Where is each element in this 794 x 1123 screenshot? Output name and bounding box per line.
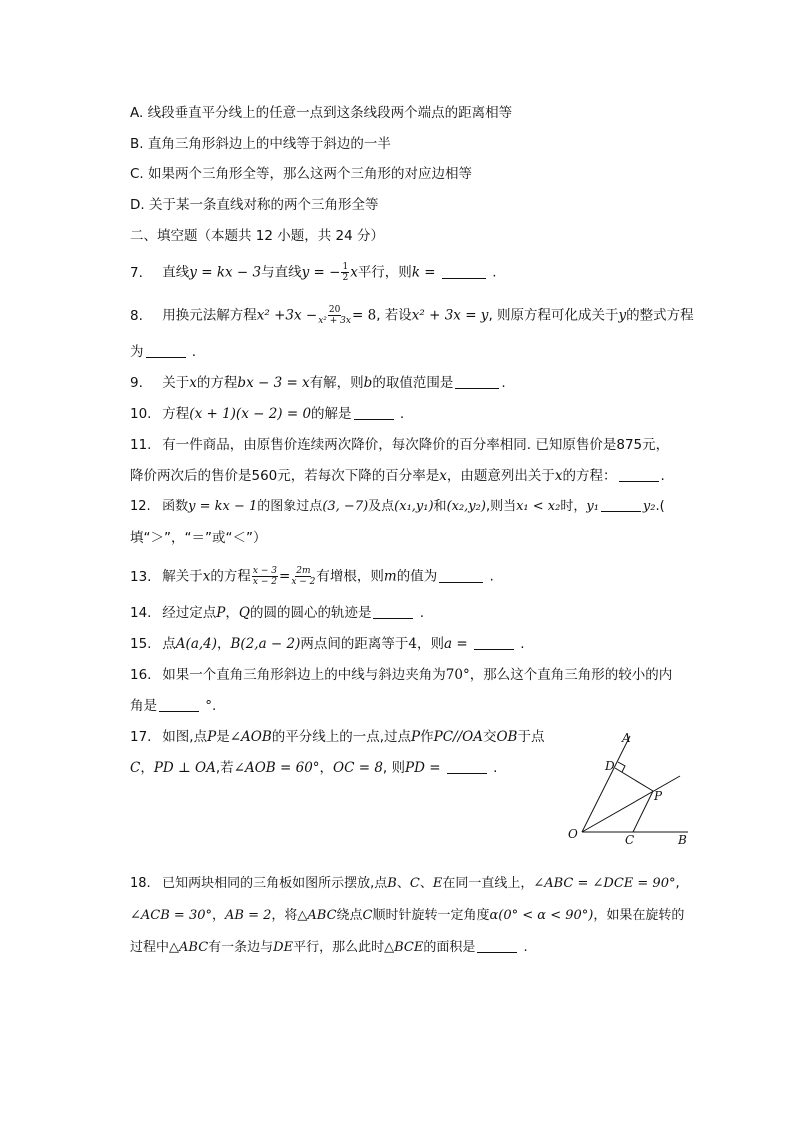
q13-number: 13. — [130, 568, 152, 585]
q18-s1: 、 — [396, 876, 410, 891]
q12-and2: 和 — [433, 499, 447, 514]
q12-answer-blank[interactable] — [601, 497, 641, 512]
q15-sep: ， — [217, 636, 231, 652]
q15-end: . — [520, 636, 525, 652]
q12-point1: (3, −7) — [322, 499, 369, 514]
segment-pd — [615, 768, 653, 791]
q7-k: k = — [411, 264, 436, 281]
q17-aob: ∠AOB = 60° — [233, 760, 320, 776]
q8-text: 用换元法解方程 — [162, 307, 257, 324]
q18-answer-blank[interactable] — [477, 938, 517, 953]
question-8-line2 — [130, 342, 196, 362]
q15-four: 4 — [408, 636, 417, 652]
q15-text: 点 — [162, 636, 176, 652]
question-12 — [130, 497, 665, 517]
q12-text-post2: 时， — [560, 499, 587, 514]
q11-answer-blank[interactable] — [619, 467, 659, 482]
q10-number: 10. — [130, 406, 152, 422]
q8-fraction — [318, 305, 351, 326]
q10-end: . — [399, 406, 405, 422]
q17-line2c: ,若 — [215, 760, 234, 776]
q13-text: 解关于 — [162, 568, 203, 585]
q15-text-post2: ，则 — [416, 636, 444, 652]
q14-text-post: 的圆的圆心的轨迹是 — [249, 605, 372, 621]
q13-text-post: 有增根，则 — [316, 568, 384, 585]
q8-answer-blank[interactable] — [146, 343, 186, 358]
q17-answer-blank[interactable] — [447, 759, 487, 774]
q11-number: 11. — [130, 437, 152, 453]
q12-tail: .( — [655, 499, 665, 514]
q7-text-post: 平行，则 — [357, 264, 412, 281]
q17-mid4: 交 — [482, 729, 497, 745]
question-14 — [130, 603, 424, 623]
q17-mid2: 的平分线上的一点,过点 — [271, 729, 412, 745]
q8-text-mid: , 若设 — [376, 307, 412, 324]
q17-pc: PC//OA — [433, 729, 483, 745]
q18-line1b: 在同一直线上， — [442, 876, 534, 891]
question-18-line3 — [130, 938, 528, 958]
question-17 — [130, 727, 544, 747]
q10-text-post: 的解是 — [311, 406, 352, 422]
q7-answer-blank[interactable] — [442, 264, 486, 279]
q12-text: 函数 — [162, 499, 189, 514]
q8-tail: 的整式方程 — [626, 307, 694, 324]
q15-point-a: A(a,4) — [175, 636, 218, 652]
question-11 — [130, 435, 669, 455]
q12-number: 12. — [130, 499, 151, 514]
q17-p: P — [207, 729, 217, 745]
q11-line2b: ，由题意列出关于 — [446, 468, 555, 484]
q14-sep: ， — [225, 605, 239, 621]
q17-tail: 于点 — [517, 729, 545, 745]
bisector-op — [582, 776, 680, 832]
q9-b: b — [363, 375, 373, 391]
q18-line2c: 顺时针旋转一定角度 — [372, 908, 490, 923]
q8-frac-num: 20 — [328, 305, 341, 315]
q14-end: . — [419, 605, 425, 621]
q18-line3c: 平行，那么此时 — [293, 940, 385, 955]
q7-frac-den: 2 — [342, 273, 349, 283]
q10-answer-blank[interactable] — [354, 405, 394, 420]
option-a[interactable]: A. 线段垂直平分线上的任意一点到这条线段两个端点的距离相等 — [130, 105, 513, 121]
q8-eq-end: = 8 — [351, 307, 377, 324]
q18-s3: ， — [211, 908, 225, 923]
q11-end: . — [660, 468, 665, 484]
q18-c: C — [409, 876, 420, 891]
question-12-line2: 填“＞”，“＝”或“＜”） — [130, 530, 267, 546]
q18-line3a: 过程中 — [130, 940, 170, 955]
q15-a-eq: a = — [443, 636, 468, 652]
q10-text: 方程 — [162, 406, 190, 422]
question-17-line2 — [130, 758, 497, 778]
q9-tail: 的取值范围是 — [372, 375, 454, 391]
q18-alpha: α(0° < α < 90°) — [489, 908, 594, 923]
q13-frac2-den: x − 2 — [291, 577, 316, 587]
q13-m: m — [383, 568, 397, 585]
q17-angle: ∠AOB — [229, 729, 272, 745]
label-b: B — [678, 833, 687, 847]
q7-text: 直线 — [162, 264, 190, 281]
q12-condition: x₁ < x₂ — [516, 499, 561, 514]
q8-substitution: x² + 3x = y — [411, 307, 489, 324]
q16-line1: 如果一个直角三角形斜边上的中线与斜边夹角为 — [162, 667, 446, 683]
q18-e: E — [432, 876, 443, 891]
q14-p: P — [216, 605, 226, 621]
q13-answer-blank[interactable] — [439, 568, 483, 583]
q15-text-post: 两点间的距离等于 — [300, 636, 409, 652]
q8-end: . — [191, 344, 197, 360]
q14-q: Q — [238, 605, 250, 621]
q18-angle1: ∠ABC = ∠DCE = 90° — [533, 876, 676, 891]
q17-line2e: , 则 — [382, 760, 406, 776]
q13-fraction-2 — [291, 566, 315, 587]
q17-ob: OB — [496, 729, 518, 745]
section-heading: 二、填空题（本题共 12 小题，共 24 分） — [130, 228, 385, 244]
q18-angle2: ∠ACB = 30° — [130, 908, 212, 923]
q13-end: . — [489, 568, 494, 585]
q9-text: 关于 — [162, 375, 190, 391]
q9-eq: bx − 3 = x — [237, 375, 310, 391]
question-13 — [130, 566, 494, 587]
q17-text: 如图,点 — [162, 729, 208, 745]
q18-end: . — [523, 940, 528, 955]
question-7 — [130, 262, 497, 283]
q17-c: C — [130, 760, 141, 776]
q16-angle: 70° — [445, 667, 470, 683]
q8-line2: 为 — [130, 344, 144, 360]
q9-number: 9. — [130, 375, 143, 391]
q11-var2: x — [554, 468, 563, 484]
q7-text-mid: 与直线 — [261, 264, 302, 281]
q13-fraction-1 — [252, 566, 278, 587]
q7-fraction — [341, 262, 349, 283]
q7-number: 7. — [130, 264, 143, 281]
q18-de: DE — [273, 940, 294, 955]
q15-answer-blank[interactable] — [474, 635, 514, 650]
question-11-line2 — [130, 466, 665, 486]
q13-tail: 的值为 — [396, 568, 438, 585]
q7-eq1: y = kx − 3 — [189, 264, 262, 281]
q17-mid: 是 — [216, 729, 230, 745]
q17-mid3: 作 — [420, 729, 434, 745]
q7-frac-num: 1 — [342, 262, 349, 272]
q9-text-post: 有解，则 — [309, 375, 364, 391]
q18-number: 18. — [130, 876, 151, 891]
q12-y1: y₁ — [586, 499, 599, 514]
q13-var: x — [202, 568, 211, 585]
q18-line1a: 已知两块相同的三角板如图所示摆放,点 — [162, 876, 388, 891]
label-d: D — [605, 759, 615, 773]
option-b[interactable]: B. 直角三角形斜边上的中线等于斜边的一半 — [130, 136, 391, 152]
q7-eq2: y = − — [301, 264, 341, 281]
q12-and: 及点 — [368, 499, 395, 514]
q14-number: 14. — [130, 605, 152, 621]
q12-point3: (x₂,y₂) — [446, 499, 486, 514]
question-10 — [130, 404, 404, 424]
q18-line2b: 绕点 — [336, 908, 363, 923]
question-16 — [130, 665, 672, 685]
q15-number: 15. — [130, 636, 152, 652]
q11-var: x — [439, 468, 447, 484]
question-18-line2 — [130, 906, 684, 926]
q12-text-mid: 的图象过点 — [257, 499, 323, 514]
q18-triangle-bce: △BCE — [384, 940, 424, 955]
q17-sep: ， — [140, 760, 154, 776]
q10-eq: (x + 1)(x − 2) = 0 — [189, 406, 312, 422]
q13-text-mid: 的方程 — [210, 568, 251, 585]
q12-point2: (x₁,y₁) — [394, 499, 434, 514]
q17-p2: P — [411, 729, 421, 745]
q17-pd-eq: PD = — [405, 760, 441, 776]
q13-frac2-num: 2m — [296, 566, 311, 576]
question-15 — [130, 634, 525, 654]
q12-text-post: ,则当 — [485, 499, 517, 514]
ray-oa — [582, 736, 630, 832]
q18-s2: 、 — [419, 876, 433, 891]
q9-text-mid: 的方程 — [196, 375, 238, 391]
q16-end: °. — [205, 698, 217, 714]
q9-var: x — [189, 375, 197, 391]
question-16-line2 — [130, 696, 216, 716]
q18-line2d: ，如果在旋转的 — [593, 908, 685, 923]
q18-b: B — [387, 876, 397, 891]
question-9 — [130, 373, 506, 393]
q16-line1b: ，那么这个直角三角形的较小的内 — [469, 667, 673, 683]
q12-y2: y₂ — [642, 499, 656, 514]
q7-eq2-x: x — [350, 264, 358, 281]
q7-end: . — [492, 264, 497, 281]
q15-point-b: B(2,a − 2) — [230, 636, 301, 652]
q17-end: . — [493, 760, 498, 776]
question-8 — [130, 305, 694, 326]
q11-line2: 降价两次后的售价是560元，若每次下降的百分率是 — [130, 468, 440, 484]
q17-sep2: ， — [319, 760, 334, 776]
q14-answer-blank[interactable] — [373, 604, 413, 619]
q8-number: 8. — [130, 307, 143, 324]
q18-c2: C — [362, 908, 373, 923]
label-p: P — [654, 789, 663, 803]
q18-ab: AB = 2 — [225, 908, 272, 923]
q8-frac-den: x² + 3x — [318, 316, 351, 326]
q18-line3b: 有一条边与 — [208, 940, 274, 955]
label-o: O — [568, 827, 578, 841]
q8-text-post: , 则原方程可化成关于 — [488, 307, 619, 324]
q16-number: 16. — [130, 667, 152, 683]
question-18 — [130, 874, 680, 894]
option-c[interactable]: C. 如果两个三角形全等，那么这两个三角形的对应边相等 — [130, 166, 473, 182]
q18-triangle-abc-2: △ABC — [169, 940, 209, 955]
q18-line3d: 的面积是 — [423, 940, 476, 955]
q9-end: . — [501, 375, 506, 391]
q16-line2: 角是 — [130, 698, 157, 714]
label-a: A — [622, 731, 631, 745]
label-c: C — [625, 833, 635, 847]
q18-line2a: ，将 — [271, 908, 298, 923]
q13-frac1-den: x − 2 — [252, 577, 277, 587]
q17-geometry-figure — [560, 728, 700, 850]
q8-eq: x² +3x − — [256, 307, 318, 324]
option-d[interactable]: D. 关于某一条直线对称的两个三角形全等 — [130, 197, 379, 213]
q17-number: 17. — [130, 729, 152, 745]
q12-eq: y = kx − 1 — [188, 499, 258, 514]
q13-equals: = — [279, 568, 291, 585]
q11-line1: 有一件商品，由原售价连续两次降价，每次降价的百分率相同. 已知原售价是875元， — [162, 437, 670, 453]
q11-line2c: 的方程： — [562, 468, 617, 484]
q18-triangle-abc: △ABC — [297, 908, 337, 923]
q17-pd-perp: PD ⊥ OA — [153, 760, 216, 776]
q14-text: 经过定点 — [162, 605, 217, 621]
q18-line1c: , — [675, 876, 680, 891]
q9-answer-blank[interactable] — [455, 374, 499, 389]
q17-oc: OC = 8 — [333, 760, 383, 776]
q13-frac1-num: x − 3 — [252, 566, 277, 576]
q8-var: y — [618, 307, 627, 324]
q16-answer-blank[interactable] — [159, 697, 199, 712]
